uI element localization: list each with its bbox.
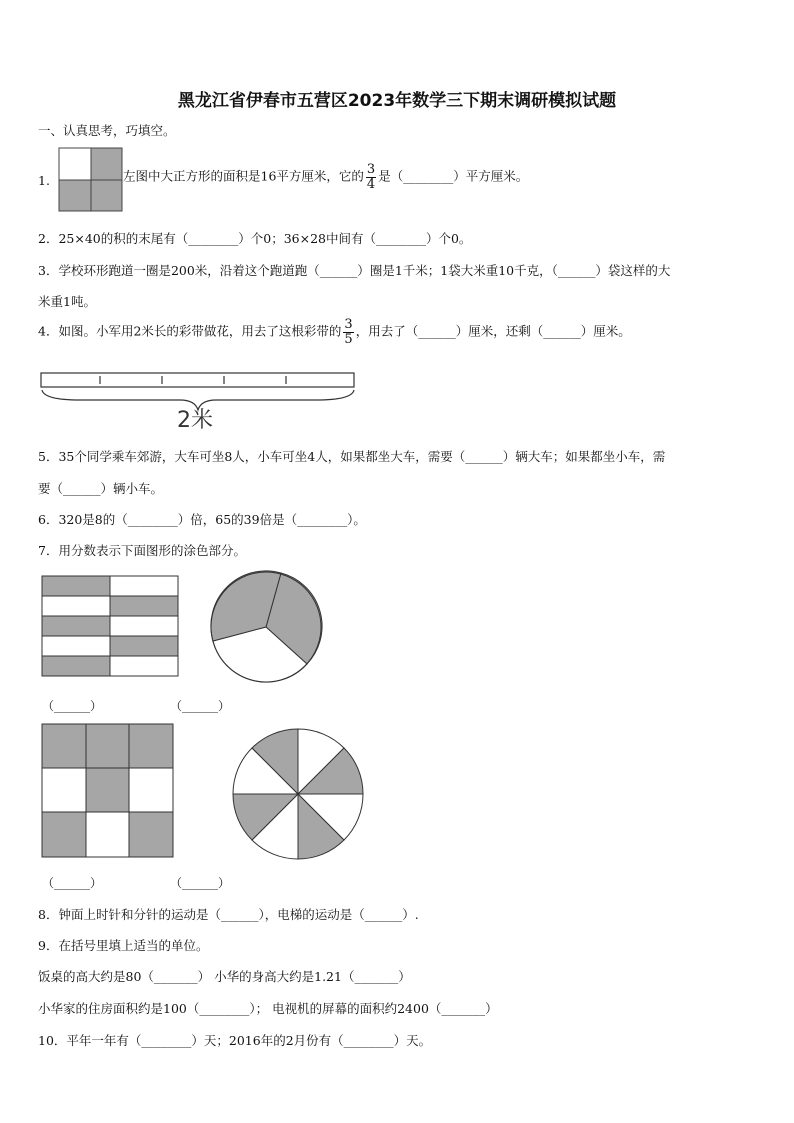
q3-line2: 米重1吨。 <box>38 294 96 309</box>
q4-frac-num: 3 <box>344 317 353 332</box>
q7-blank-2[interactable]: （______） <box>170 699 231 713</box>
q4-text-a: 4．如图。小军用2米长的彩带做花，用去了这根彩带的 <box>38 323 342 339</box>
q5-line2: 要（______）辆小车。 <box>38 481 164 496</box>
q4-frac-den: 5 <box>344 331 353 347</box>
q8-text: 8．钟面上时针和分针的运动是（______），电梯的运动是（______）. <box>38 907 419 922</box>
q4-fraction <box>343 318 353 346</box>
q5-line1: 5．35个同学乘车郊游，大车可坐8人，小车可坐4人，如果都坐大车，需要（______）辆大车；如果都坐小车，需 <box>38 449 666 464</box>
q7-grid-figure <box>42 724 174 858</box>
q7-text: 7．用分数表示下面图形的涂色部分。 <box>38 543 246 558</box>
q7-rectangle-figure <box>42 576 179 677</box>
q1-text <box>123 163 528 191</box>
q1-fraction <box>366 163 376 191</box>
q4-ribbon-label: 2米 <box>177 408 213 433</box>
q1-frac-den: 4 <box>366 176 376 192</box>
q7-circle-thirds-figure <box>210 571 324 685</box>
q9-line1: 饭桌的高大约是80（_______） 小华的身高大约是1.21（_______） <box>38 969 411 984</box>
section-heading: 一、认真思考，巧填空。 <box>38 123 176 138</box>
q7-blank-3[interactable]: （______） <box>42 876 103 890</box>
q6-text: 6．320是8的（________）倍，65的39倍是（________）。 <box>38 512 366 527</box>
q4-text <box>38 318 631 346</box>
q7-blank-1[interactable]: （______） <box>42 699 103 713</box>
q1-text-b: 是（________）平方厘米。 <box>378 168 529 184</box>
q1-number: 1. <box>38 173 50 188</box>
q1-square-figure <box>59 148 123 212</box>
q7-blank-4[interactable]: （______） <box>170 876 231 890</box>
q3-line1: 3．学校环形跑道一圈是200米，沿着这个跑道跑（______）圈是1千米；1袋大米重10千克，（______）袋这样的大 <box>38 263 671 278</box>
q2-text: 2．25×40的积的末尾有（________）个0；36×28中间有（________）个0。 <box>38 231 472 246</box>
page-title: 黑龙江省伊春市五营区2023年数学三下期末调研模拟试题 <box>177 91 617 111</box>
q10-text: 10．平年一年有（________）天；2016年的2月份有（________）天。 <box>38 1033 432 1048</box>
q9-line2: 小华家的住房面积约是100（________）； 电视机的屏幕的面积约2400（_______） <box>38 1001 498 1016</box>
q4-text-b: ，用去了（______）厘米，还剩（______）厘米。 <box>355 323 631 339</box>
q7-circle-eighths-figure <box>232 728 366 862</box>
q1-frac-num: 3 <box>366 162 376 177</box>
q1-text-a: 左图中大正方形的面积是16平方厘米，它的 <box>123 168 364 184</box>
q9-text: 9．在括号里填上适当的单位。 <box>38 938 209 953</box>
